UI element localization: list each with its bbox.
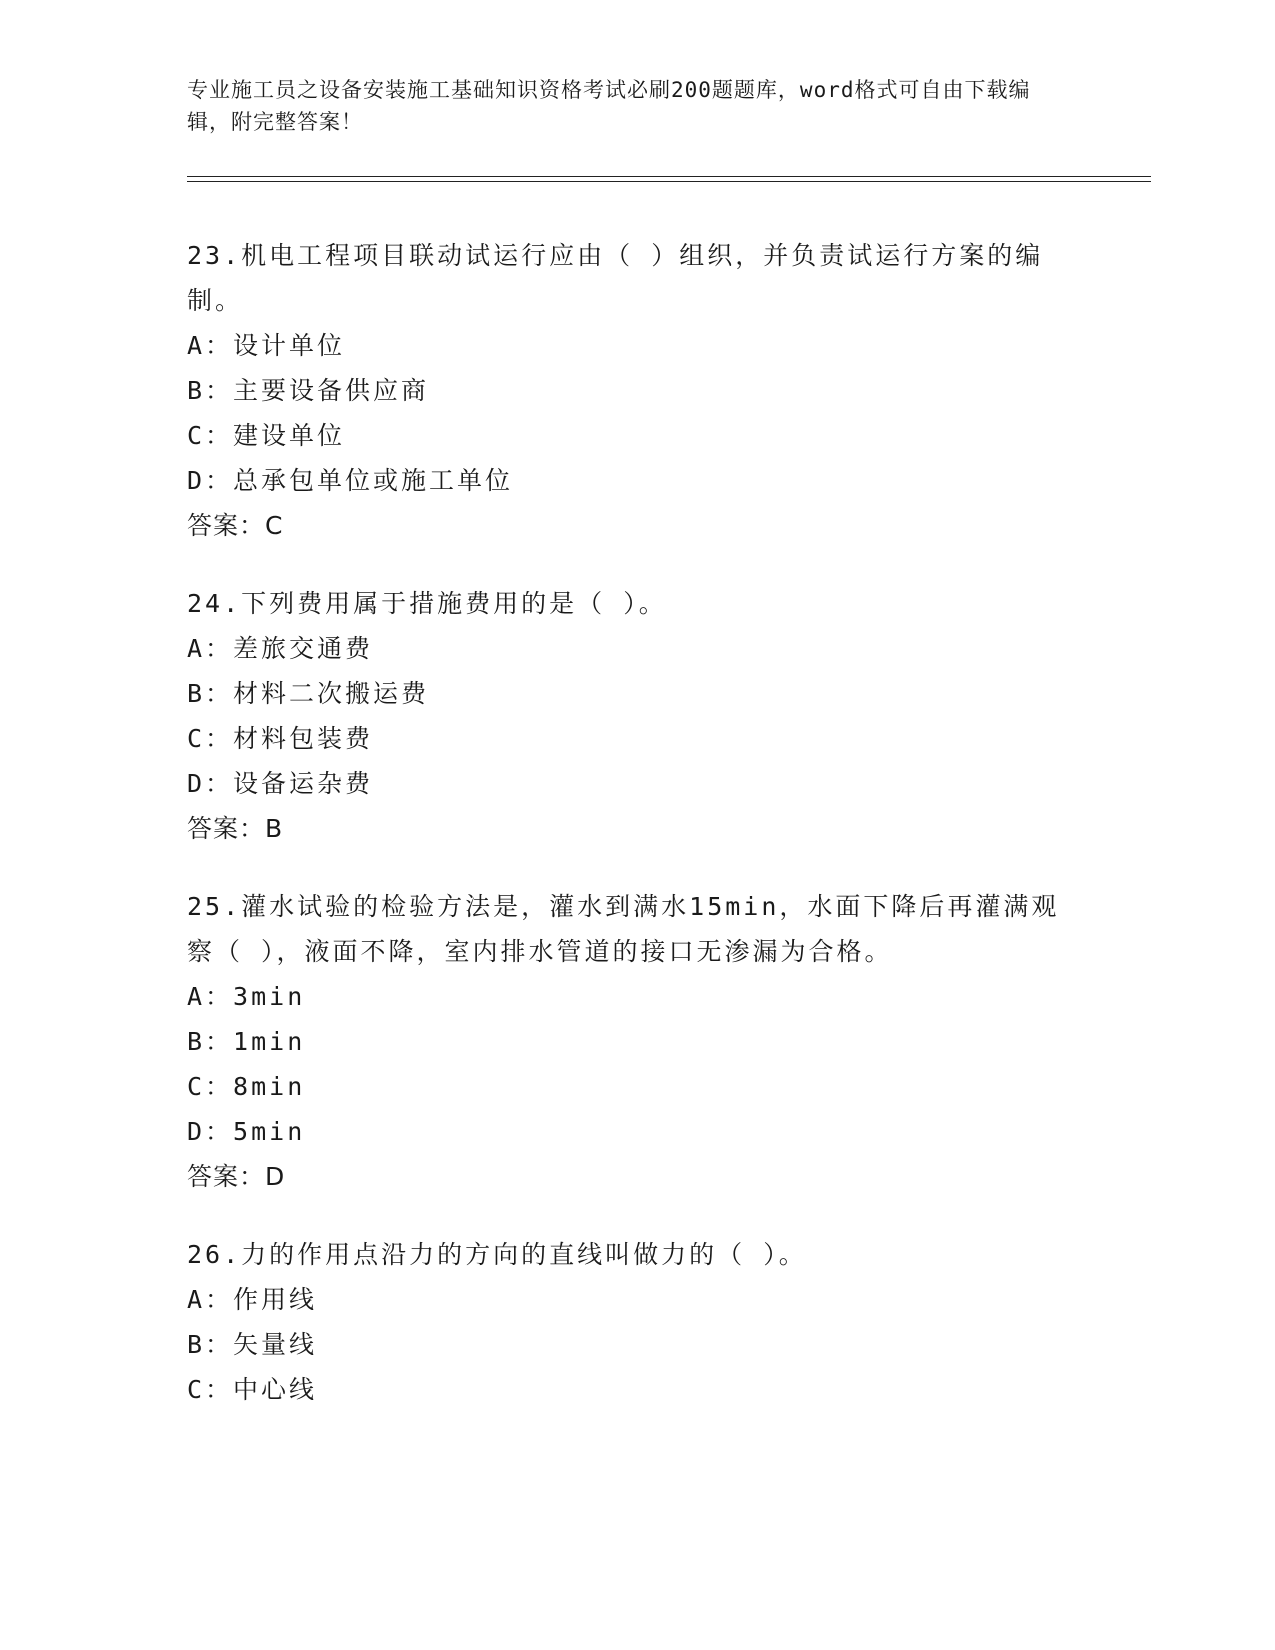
question-stem: 26.力的作用点沿力的方向的直线叫做力的（ ）。 <box>187 1240 807 1269</box>
option-c: C：中心线 <box>187 1375 318 1404</box>
answer-line: 答案：D <box>187 1162 286 1191</box>
option-b: B：主要设备供应商 <box>187 376 430 405</box>
option-b: B：材料二次搬运费 <box>187 679 430 708</box>
header-double-rule <box>187 176 1151 182</box>
option-d: D：5min <box>187 1117 306 1146</box>
option-b: B：1min <box>187 1027 306 1056</box>
option-b: B：矢量线 <box>187 1330 318 1359</box>
option-d: D：设备运杂费 <box>187 769 374 798</box>
answer-line: 答案：B <box>187 814 284 843</box>
answer-line: 答案：C <box>187 511 284 540</box>
option-c: C：8min <box>187 1072 306 1101</box>
question-26 <box>187 1232 1067 1412</box>
option-d: D：总承包单位或施工单位 <box>187 466 514 495</box>
option-a: A：差旅交通费 <box>187 634 374 663</box>
option-c: C：材料包装费 <box>187 724 374 753</box>
question-24 <box>187 581 1067 852</box>
document-header: 专业施工员之设备安装施工基础知识资格考试必刷200题题库，word格式可自由下载编辑，附完整答案！ <box>187 78 1031 134</box>
option-a: A：设计单位 <box>187 331 346 360</box>
option-c: C：建设单位 <box>187 421 346 450</box>
question-list <box>187 233 1067 1444</box>
question-23 <box>187 233 1067 549</box>
question-stem: 25.灌水试验的检验方法是，灌水到满水15min，水面下降后再灌满观察（ ），液面不降，室内排水管道的接口无渗漏为合格。 <box>187 892 1060 966</box>
option-a: A：作用线 <box>187 1285 318 1314</box>
question-stem: 23.机电工程项目联动试运行应由（ ）组织，并负责试运行方案的编制。 <box>187 241 1044 315</box>
question-stem: 24.下列费用属于措施费用的是（ ）。 <box>187 589 667 618</box>
question-25 <box>187 884 1067 1200</box>
option-a: A：3min <box>187 982 306 1011</box>
